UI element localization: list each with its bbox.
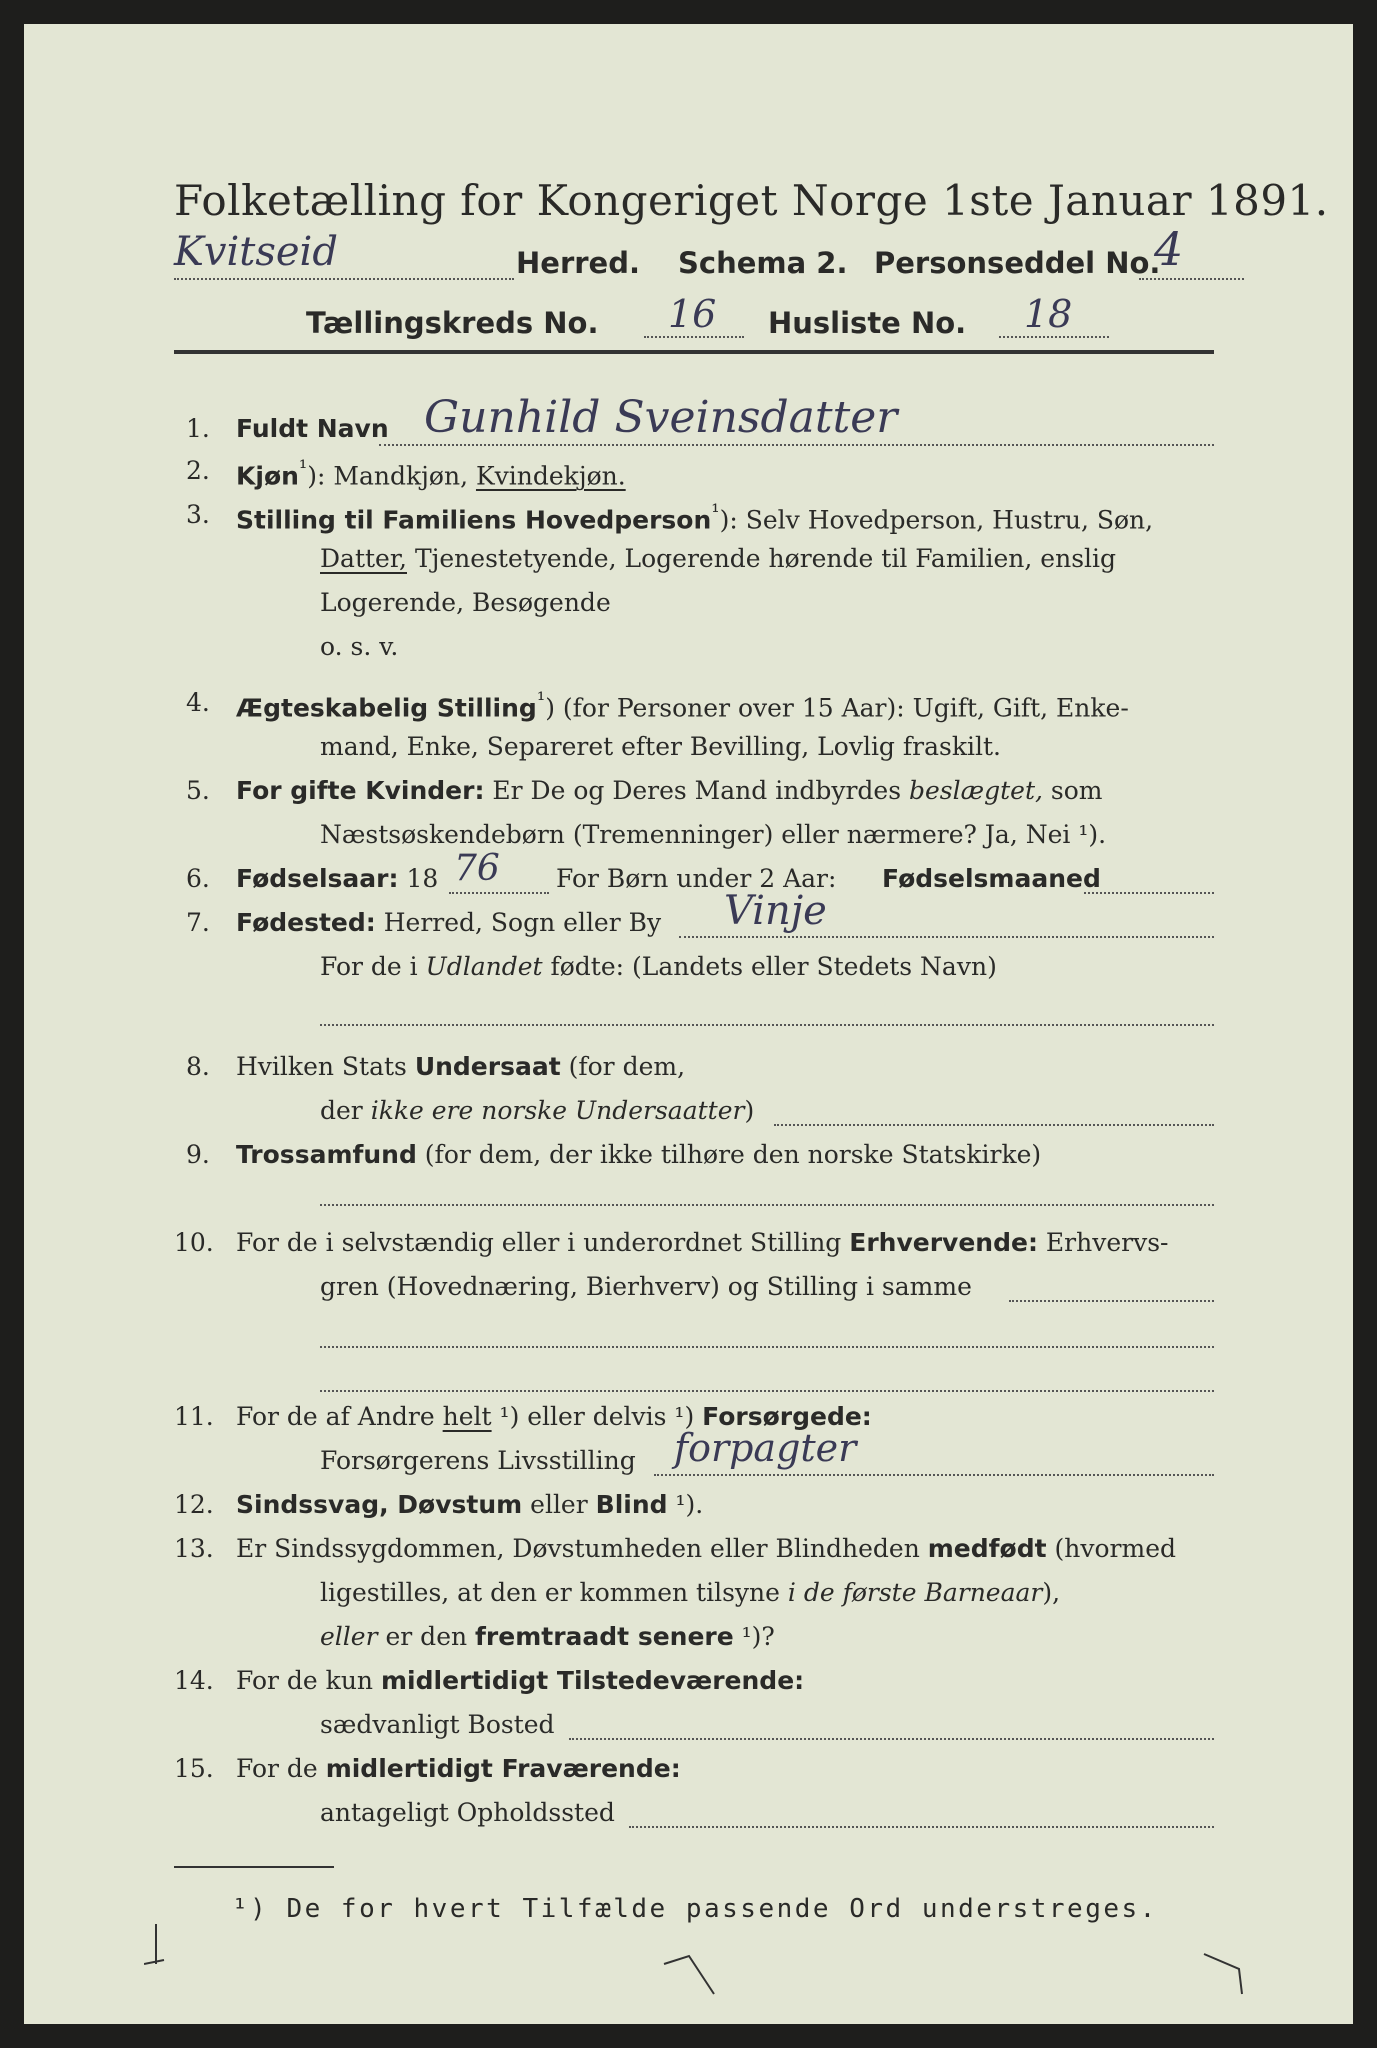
q11-number: 11.	[174, 1402, 214, 1431]
q4-label: Ægteskabelig Stilling	[236, 693, 537, 723]
q8-text1b: (for dem,	[560, 1052, 686, 1081]
header-rule	[174, 350, 1214, 354]
q10-line1	[236, 1228, 1168, 1257]
q4-number: 4.	[186, 688, 210, 717]
herred-dotted-line	[174, 278, 514, 280]
footnote-rule	[174, 1866, 334, 1868]
q12-text: eller	[522, 1490, 596, 1519]
q11-text1b: ¹) eller delvis ¹)	[491, 1402, 703, 1431]
q8-dotted-line	[774, 1124, 1214, 1126]
q1-value: Gunhild Sveinsdatter	[424, 392, 898, 443]
q6-label2: Fødselsmaaned	[882, 864, 1101, 893]
q7-number: 7.	[186, 908, 210, 937]
q7-text: Herred, Sogn eller By	[375, 908, 662, 937]
q12-label: Sindssvag, Døvstum	[236, 1490, 523, 1519]
schema-label: Schema 2.	[678, 246, 848, 280]
q7-text2b: fødte: (Landets eller Stedets Navn)	[542, 952, 997, 981]
q9-number: 9.	[186, 1140, 210, 1169]
q14-label: midlertidigt Tilstedeværende:	[380, 1666, 805, 1695]
q13-text3-italic: eller	[320, 1622, 378, 1651]
q10-dotted-line-1	[1009, 1300, 1214, 1302]
q5-number: 5.	[186, 776, 210, 805]
q8-text2b: )	[744, 1096, 755, 1125]
q11-label: Forsørgede:	[702, 1402, 872, 1431]
q14-line2: sædvanligt Bosted	[320, 1710, 555, 1739]
q2-label: Kjøn	[236, 461, 299, 491]
q12-text-end: ¹).	[667, 1490, 704, 1519]
kreds-dotted-line	[644, 336, 744, 338]
q10-dotted-line-3	[320, 1390, 1214, 1392]
q5-line2: Næstsøskendebørn (Tremenninger) eller nærmere? Ja, Nei ¹).	[320, 820, 1107, 849]
q2-line	[236, 456, 626, 490]
q6-text: For Børn under 2 Aar:	[556, 864, 837, 893]
q7-text2a: For de i	[320, 952, 426, 981]
q13-text2a: ligestilles, at den er kommen tilsyne	[320, 1578, 788, 1607]
q12-label2: Blind	[595, 1490, 668, 1519]
census-form	[24, 24, 1353, 2024]
q11-line2: Forsørgerens Livsstilling	[320, 1446, 636, 1475]
q15-dotted-line	[629, 1826, 1214, 1828]
personseddel-dotted-line	[1139, 278, 1244, 280]
q4-line2: mand, Enke, Separeret efter Bevilling, Lovlig fraskilt.	[320, 732, 1001, 761]
q12-line	[236, 1490, 703, 1519]
q7-dotted-line	[679, 936, 1214, 938]
q13-line2	[320, 1578, 1060, 1607]
q5-text1-end: som	[1042, 776, 1103, 805]
kreds-label: Tællingskreds No.	[306, 306, 599, 340]
q10-dotted-line-2	[320, 1346, 1214, 1348]
q8-line2	[320, 1096, 754, 1125]
q10-label: Erhvervende:	[849, 1228, 1038, 1257]
q4-sup: ¹	[536, 688, 546, 712]
q5-line1	[236, 776, 1103, 805]
q13-text2b: ),	[1042, 1578, 1061, 1607]
q9-line	[236, 1140, 1041, 1169]
herred-value: Kvitseid	[174, 229, 338, 275]
q7-label: Fødested:	[236, 908, 376, 937]
q15-text1a: For de	[236, 1754, 326, 1783]
q9-dotted-line	[320, 1204, 1214, 1206]
q1-label: Fuldt Navn	[236, 414, 389, 443]
q15-line1	[236, 1754, 681, 1783]
husliste-label: Husliste No.	[768, 306, 967, 340]
q13-text3b: ¹)?	[733, 1622, 775, 1651]
personseddel-value: 4	[1154, 222, 1184, 276]
q3-text1: ): Selv Hovedperson, Hustru, Søn,	[719, 505, 1154, 535]
q10-text1b: Erhvervs-	[1037, 1228, 1169, 1257]
q2-number: 2.	[186, 456, 210, 485]
q3-text2: Tjenestetyende, Logerende hørende til Familien, enslig	[407, 544, 1117, 573]
q10-line2: gren (Hovednæring, Bierhverv) og Stilling i samme	[320, 1272, 972, 1301]
q7-text2-italic: Udlandet	[425, 952, 543, 981]
q7-value: Vinje	[724, 888, 827, 934]
q2-sup: ¹	[298, 456, 308, 480]
q2-text-b: Kvindekjøn.	[475, 461, 626, 491]
q13-label: medfødt	[927, 1534, 1047, 1563]
q13-number: 13.	[174, 1534, 214, 1563]
q10-number: 10.	[174, 1228, 214, 1257]
q13-line1	[236, 1534, 1176, 1563]
q13-line3	[320, 1622, 775, 1651]
q6-dotted-line	[449, 892, 549, 894]
q14-number: 14.	[174, 1666, 214, 1695]
q9-label: Trossamfund	[236, 1140, 417, 1169]
personseddel-label: Personseddel No.	[874, 246, 1161, 280]
q5-text1: Er De og Deres Mand indbyrdes	[484, 776, 909, 805]
q14-dotted-line	[569, 1738, 1214, 1740]
q11-value: forpagter	[674, 1426, 857, 1470]
q6-prefix: 18	[398, 864, 439, 893]
q15-line2: antageligt Opholdssted	[320, 1798, 615, 1827]
q13-text3a: er den	[377, 1622, 476, 1651]
q6-line	[236, 864, 438, 893]
q8-text2a: der	[320, 1096, 371, 1125]
q1-number: 1.	[186, 414, 210, 443]
form-title: Folketælling for Kongeriget Norge 1ste Januar 1891.	[174, 176, 1329, 225]
q14-line1	[236, 1666, 804, 1695]
q3-sup: ¹	[711, 500, 720, 524]
q2-text-a: ): Mandkjøn,	[307, 461, 476, 491]
q13-text1b: (hvormed	[1046, 1534, 1176, 1563]
q11-helt: helt	[442, 1402, 492, 1431]
q1-dotted-line	[379, 444, 1214, 446]
q11-text1a: For de af Andre	[236, 1402, 443, 1431]
q4-text1: ) (for Personer over 15 Aar): Ugift, Gift, Enke-	[545, 693, 1129, 723]
q9-text: (for dem, der ikke tilhøre den norske Statskirke)	[416, 1140, 1042, 1169]
q15-label: midlertidigt Fraværende:	[325, 1754, 681, 1783]
q7-line1	[236, 908, 661, 937]
q15-number: 15.	[174, 1754, 214, 1783]
q13-text1a: Er Sindssygdommen, Døvstumheden eller Blindheden	[236, 1534, 928, 1563]
q14-text1a: For de kun	[236, 1666, 381, 1695]
q3-line1	[236, 500, 1153, 534]
q5-text1-italic: beslægtet,	[909, 776, 1043, 805]
q7-line2	[320, 952, 997, 981]
q3-line3: Logerende, Besøgende	[320, 588, 611, 617]
q11-dotted-line	[654, 1474, 1214, 1476]
q10-text1a: For de i selvstændig eller i underordnet Stilling	[236, 1228, 850, 1257]
q5-label: For gifte Kvinder:	[236, 776, 485, 805]
q13-text2-italic: i de første Barneaar	[787, 1578, 1043, 1607]
q3-number: 3.	[186, 500, 210, 529]
husliste-value: 18	[1024, 292, 1073, 336]
q6-label: Fødselsaar:	[236, 864, 399, 893]
q3-line2	[320, 544, 1116, 573]
husliste-dotted-line	[999, 336, 1109, 338]
q8-label: Undersaat	[414, 1052, 561, 1081]
q3-label: Stilling til Familiens Hovedperson	[236, 505, 712, 535]
q3-datter: Datter,	[320, 544, 407, 573]
q6-value: 76	[454, 848, 500, 889]
crop-marks	[144, 1924, 1264, 2014]
footnote: ¹) De for hvert Tilfælde passende Ord understreges.	[232, 1894, 1158, 1924]
q6-number: 6.	[186, 864, 210, 893]
q3-line4: o. s. v.	[320, 632, 399, 661]
q7-dotted-line-2	[320, 1024, 1214, 1026]
q8-number: 8.	[186, 1052, 210, 1081]
q8-text1a: Hvilken Stats	[236, 1052, 415, 1081]
q8-line1	[236, 1052, 685, 1081]
q8-text2-italic: ikke ere norske Undersaatter	[370, 1096, 745, 1125]
q6-dotted-line-2	[1084, 892, 1214, 894]
herred-label: Herred.	[516, 246, 640, 280]
q12-number: 12.	[174, 1490, 214, 1519]
kreds-value: 16	[668, 292, 717, 336]
q4-line1	[236, 688, 1129, 722]
q13-label2: fremtraadt senere	[475, 1622, 734, 1651]
